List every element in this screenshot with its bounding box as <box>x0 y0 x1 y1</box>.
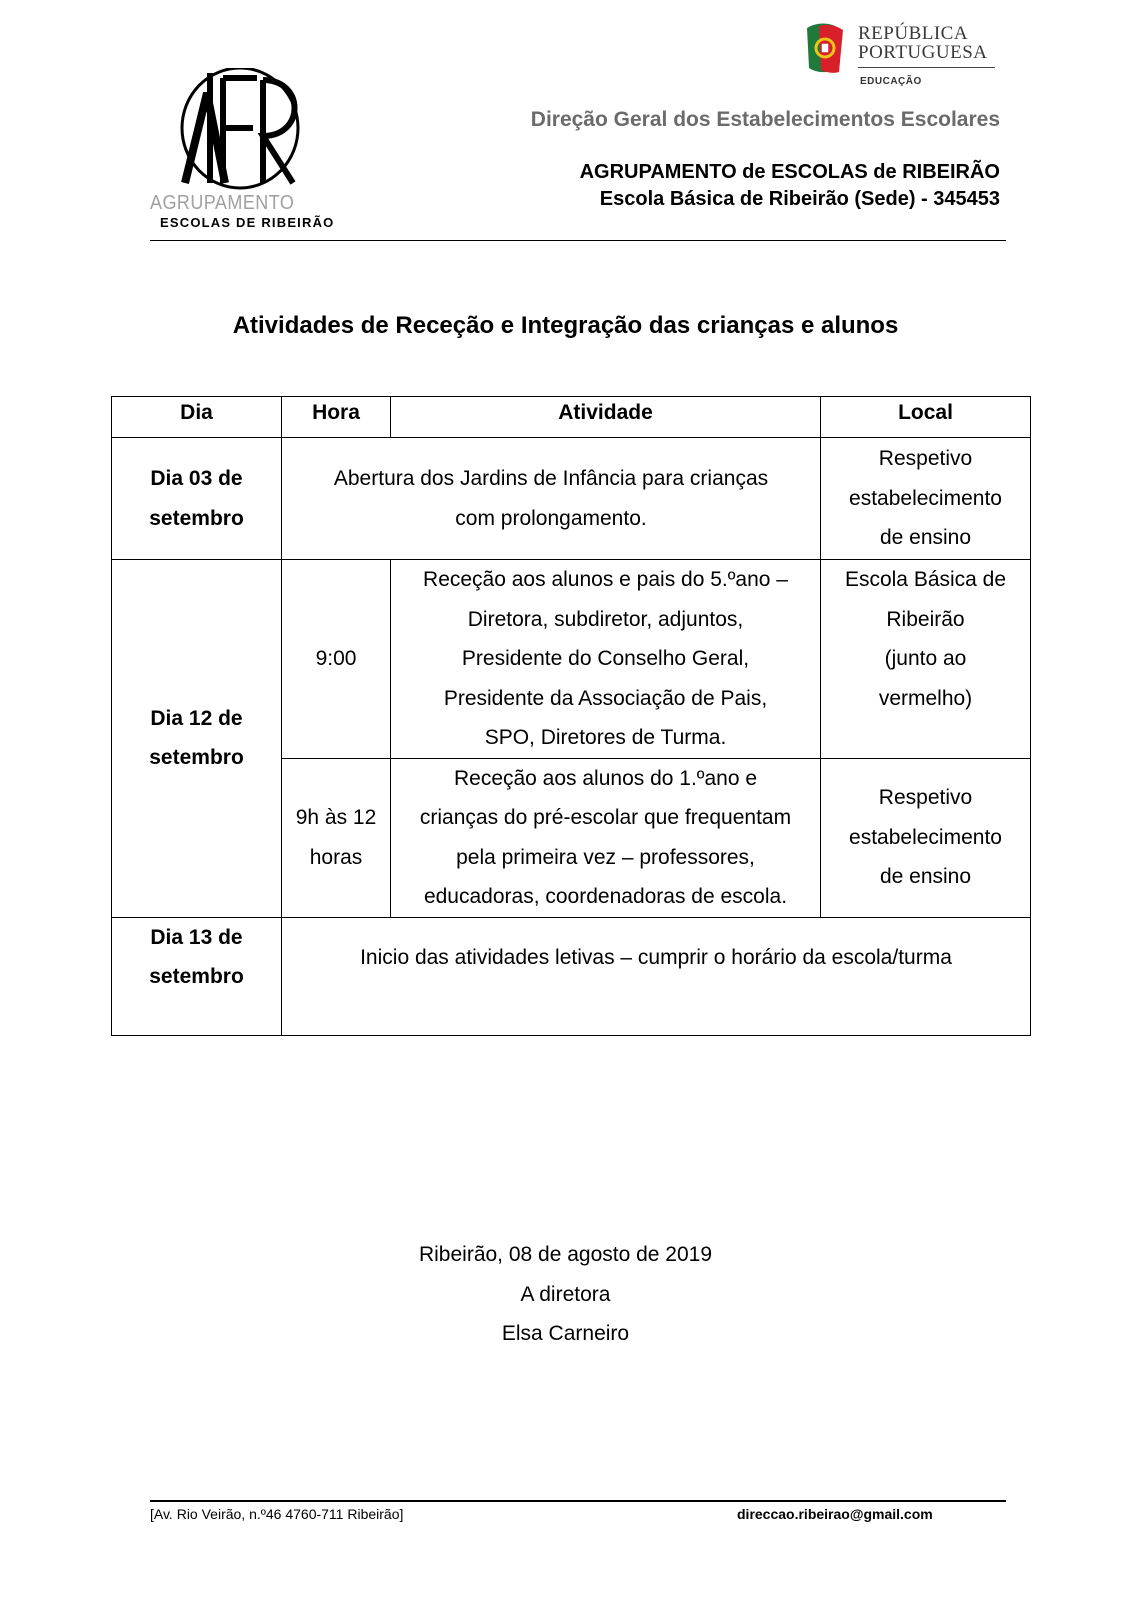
local-cell: Respetivo estabelecimento de ensino <box>821 758 1031 917</box>
gov-text-republica: REPÚBLICA <box>858 23 969 44</box>
header-dia: Dia <box>112 397 282 438</box>
activity-cell: Abertura dos Jardins de Infância para crianças com prolongamento. <box>282 438 821 560</box>
day-cell: Dia 13 de setembro <box>112 917 282 1035</box>
table-row <box>112 917 1031 1035</box>
table-header-row <box>112 397 1031 438</box>
document-title: Atividades de Receção e Integração das crianças e alunos <box>232 312 899 339</box>
header-divider <box>150 240 1006 241</box>
signoff-block <box>0 1235 1131 1354</box>
hour-cell: 9:00 <box>282 560 391 759</box>
dges-heading: Direção Geral dos Estabelecimentos Escolares <box>530 108 1000 131</box>
day-cell: Dia 03 de setembro <box>112 438 282 560</box>
table-row <box>112 438 1031 560</box>
local-cell: Escola Básica de Ribeirão (junto ao vermelho) <box>821 560 1031 759</box>
footer-email: direccao.ribeirao@gmail.com <box>737 1506 933 1522</box>
gov-text-portuguesa: PORTUGUESA <box>858 42 988 63</box>
header-atividade: Atividade <box>391 397 821 438</box>
logo-word-escolas: ESCOLAS DE RIBEIRÃO <box>160 215 335 230</box>
header-hora: Hora <box>282 397 391 438</box>
day-cell: Dia 12 de setembro <box>112 560 282 918</box>
footer-divider <box>150 1500 1006 1502</box>
gov-text-educacao: EDUCAÇÃO <box>860 76 922 87</box>
hour-cell: 9h às 12 horas <box>282 758 391 917</box>
activity-cell: Inicio das atividades letivas – cumprir o horário da escola/turma <box>282 917 1031 1035</box>
place-date: Ribeirão, 08 de agosto de 2019 <box>418 1243 713 1266</box>
local-cell: Respetivo estabelecimento de ensino <box>821 438 1031 560</box>
escola-heading: Escola Básica de Ribeirão (Sede) - 345453 <box>599 188 1000 210</box>
activity-cell: Receção aos alunos do 1.ºano e crianças do pré-escolar que frequentam pela primeira vez – professores, educadoras, coordenadoras de escola. <box>391 758 821 917</box>
schedule-table <box>111 396 1031 1036</box>
table-row <box>112 560 1031 759</box>
signoff-role: A diretora <box>520 1282 611 1306</box>
gov-divider <box>858 67 995 68</box>
header-local: Local <box>821 397 1031 438</box>
activity-cell: Receção aos alunos e pais do 5.ºano – Diretora, subdiretor, adjuntos, Presidente do Conselho Geral, Presidente da Associação de Pais, SPO, Diretores de Turma. <box>391 560 821 759</box>
aer-monogram-icon <box>145 68 345 198</box>
signoff-name: Elsa Carneiro <box>501 1322 630 1345</box>
portugal-flag-icon <box>805 22 850 74</box>
agrupamento-heading: AGRUPAMENTO de ESCOLAS de RIBEIRÃO <box>579 161 1000 183</box>
logo-word-agrupamento: AGRUPAMENTO <box>150 192 295 214</box>
footer-address: [Av. Rio Veirão, n.º46 4760-711 Ribeirão] <box>150 1506 404 1522</box>
